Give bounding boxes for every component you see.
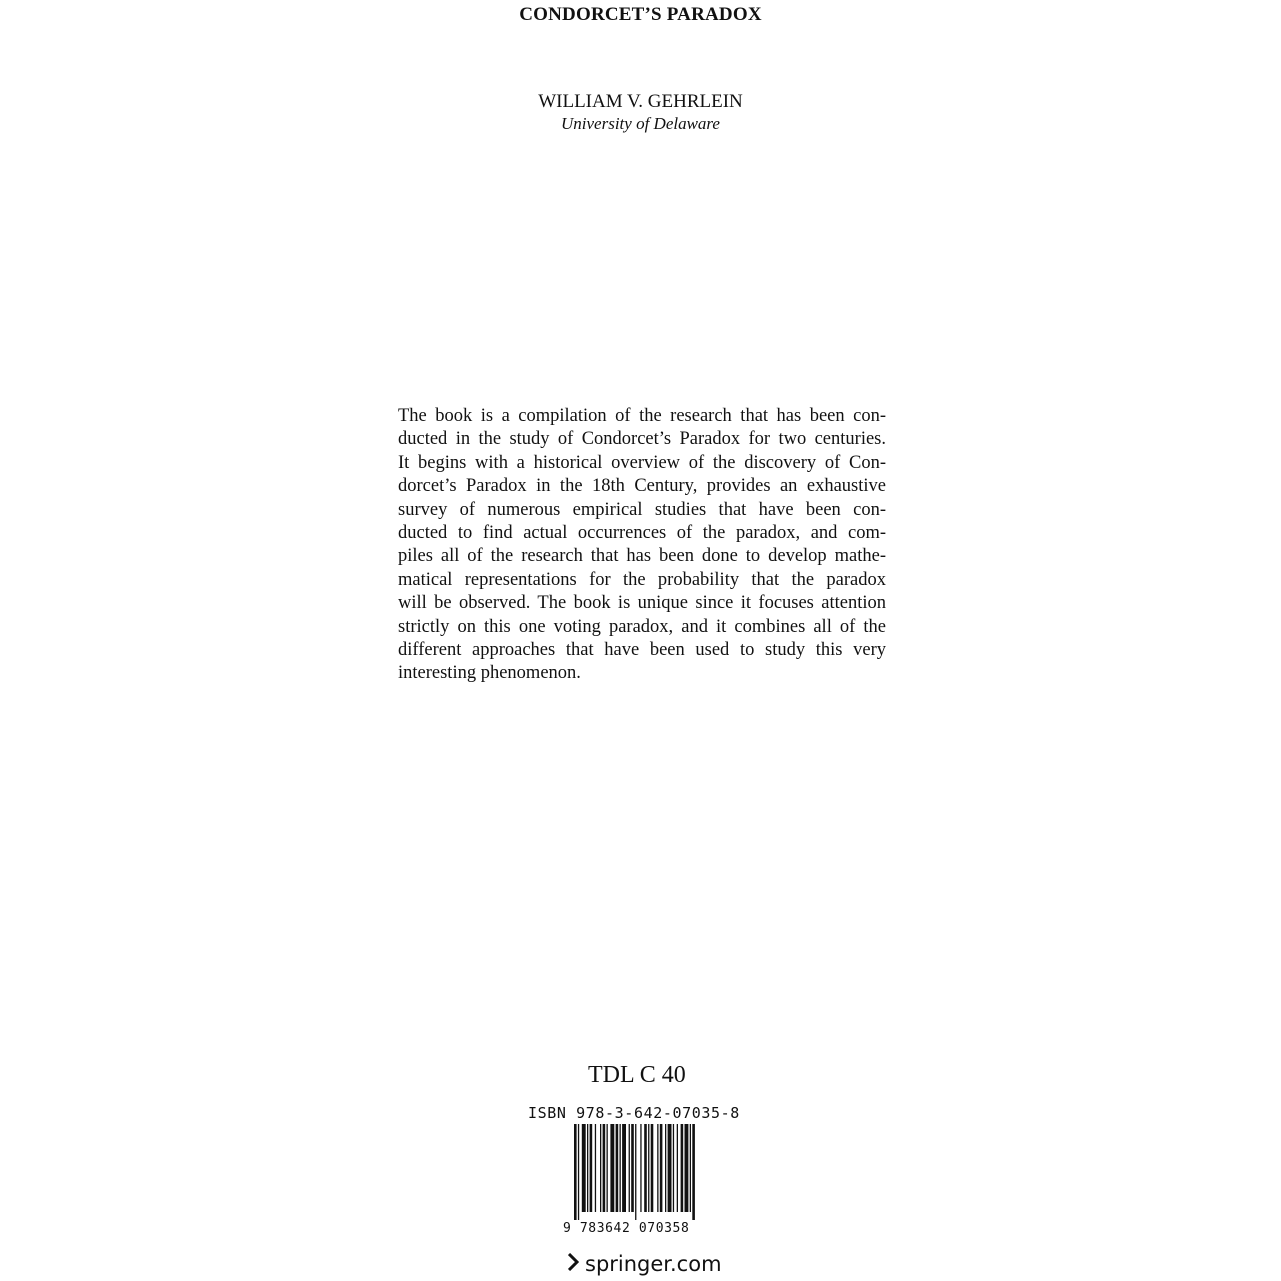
description-line: ducted in the study of Condorcet’s Paradox for two centuries. [398, 429, 886, 450]
author-name: WILLIAM V. GEHRLEIN [538, 91, 743, 112]
barcode-bar [660, 1124, 663, 1212]
barcode-bar [587, 1124, 588, 1212]
barcode-bar [673, 1124, 674, 1212]
barcode-bar [635, 1124, 636, 1220]
barcode-digits: 9 783642 070358 [563, 1221, 690, 1236]
description-line: strictly on this one voting paradox, and it combines all of the [398, 616, 886, 637]
barcode-bar [603, 1124, 606, 1212]
barcode-bar [631, 1124, 634, 1212]
catalog-code: TDL C 40 [588, 1062, 686, 1088]
description-line: dorcet’s Paradox in the 18th Century, provides an exhaustive [398, 476, 886, 497]
publisher-website[interactable] [568, 1252, 722, 1276]
description-line: interesting phenomenon. [398, 663, 581, 684]
description-line: different approaches that have been used to study this very [398, 639, 886, 660]
barcode-bar [616, 1124, 619, 1212]
description-line: ducted to find actual occurrences of the paradox, and com- [398, 522, 886, 543]
barcode-bar [607, 1124, 608, 1212]
barcode-bar [677, 1124, 678, 1212]
barcode-bar [665, 1124, 666, 1212]
barcode-bar [651, 1124, 654, 1212]
barcode-bar [629, 1124, 630, 1212]
description-line: matical representations for the probability that the paradox [398, 569, 886, 590]
description-line: It begins with a historical overview of the discovery of Con- [398, 452, 886, 473]
barcode-bar [582, 1124, 586, 1212]
barcode-bar [644, 1124, 647, 1212]
barcode-bar [578, 1124, 579, 1220]
barcode-bar [685, 1124, 689, 1212]
barcode-bar [681, 1124, 684, 1212]
chevron-right-icon [568, 1252, 579, 1276]
barcode-bars [560, 1124, 730, 1220]
isbn-label: ISBN 978-3-642-07035-8 [528, 1104, 740, 1122]
barcode-bar [692, 1124, 695, 1220]
description-line: will be observed. The book is unique since it focuses attention [398, 593, 886, 614]
barcode-bar [595, 1124, 596, 1212]
barcode-bar [657, 1124, 658, 1212]
barcode-bar [690, 1124, 691, 1212]
description-line: piles all of the research that has been done to develop mathe- [398, 546, 886, 567]
barcode-bar [640, 1124, 641, 1212]
author-affiliation: University of Delaware [561, 114, 720, 133]
barcode-bar [620, 1124, 621, 1212]
website-label: springer.com [585, 1252, 722, 1276]
barcode-bar [574, 1124, 577, 1220]
book-description [398, 405, 886, 686]
description-line: survey of numerous empirical studies that have been con- [398, 499, 886, 520]
description-line: The book is a compilation of the research that has been con- [398, 406, 886, 426]
barcode-bar [648, 1124, 649, 1212]
barcode-bar [610, 1124, 614, 1212]
barcode-bar [668, 1124, 672, 1212]
book-title: CONDORCET’S PARADOX [519, 4, 762, 25]
barcode-bar [590, 1124, 593, 1212]
barcode-bar [600, 1124, 601, 1212]
barcode-bar [622, 1124, 626, 1212]
